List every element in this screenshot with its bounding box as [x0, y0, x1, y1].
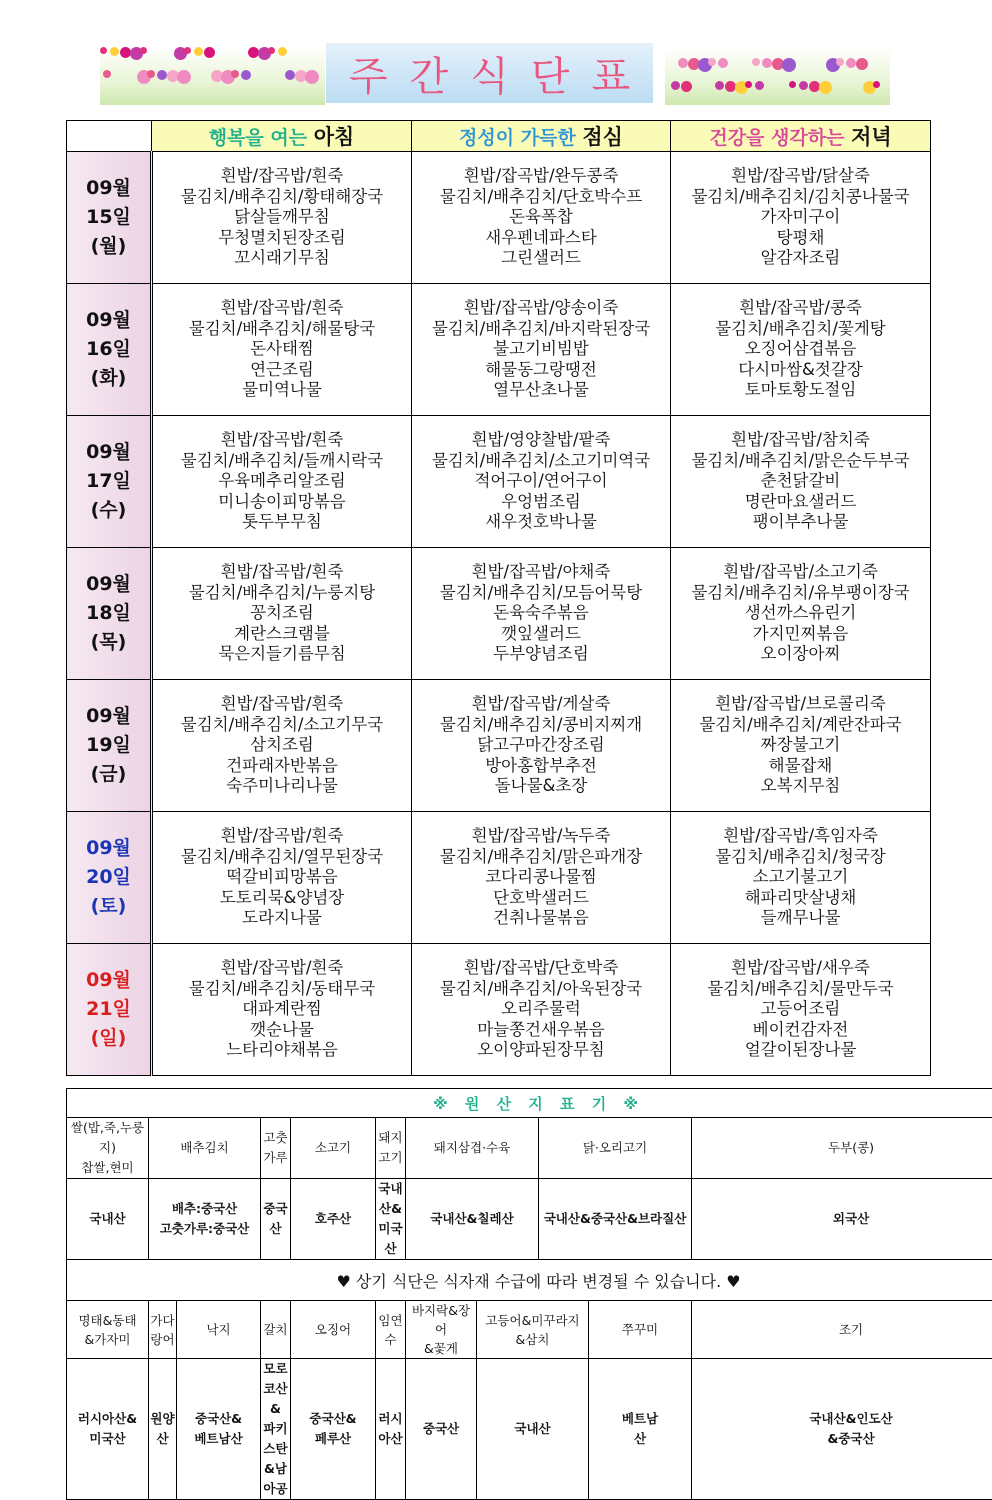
notice-text: ♥ 상기 식단은 식자재 수급에 따라 변경될 수 있습니다. ♥ [67, 1260, 992, 1301]
menu-item: 흰밥/잡곡밥/양송이죽 [412, 298, 670, 319]
menu-item: 물김치/배추김치/소고기무국 [153, 715, 411, 736]
date-cell [67, 152, 152, 284]
date-dow: (수) [67, 496, 150, 525]
breakfast-cell [152, 548, 412, 680]
origin-value-cell: 국내산&칠레산 [406, 1179, 539, 1260]
menu-item: 가자미구이 [671, 207, 930, 228]
breakfast-cell [152, 416, 412, 548]
flower-icon [268, 47, 275, 54]
date-dow: (화) [67, 364, 150, 393]
menu-item: 해물잡채 [671, 756, 930, 777]
menu-item: 계란스크램블 [153, 624, 411, 645]
flower-icon [782, 58, 796, 72]
header-corner [67, 121, 152, 152]
menu-item: 흰밥/잡곡밥/흰죽 [153, 694, 411, 715]
flower-icon [762, 58, 772, 68]
menu-item: 삼치조림 [153, 735, 411, 756]
dinner-cell [671, 812, 931, 944]
flower-icon [194, 47, 203, 56]
dinner-cell [671, 152, 931, 284]
origin-header-cell: 쭈꾸미 [589, 1301, 692, 1359]
date-day: 15일 [67, 203, 150, 232]
menu-item: 도토리묵&양념장 [153, 888, 411, 909]
flower-icon [177, 70, 191, 84]
dinner-cell [671, 680, 931, 812]
menu-day-row [67, 944, 931, 1076]
menu-item: 흰밥/잡곡밥/브로콜리죽 [671, 694, 930, 715]
origin-header-cell: 두부(콩) [692, 1118, 992, 1179]
origin-header-cell: 고등어&미꾸라지 &삼치 [477, 1301, 589, 1359]
menu-item: 오징어삼겹볶음 [671, 339, 930, 360]
menu-item: 흰밥/잡곡밥/흰죽 [153, 826, 411, 847]
menu-item: 짜장불고기 [671, 735, 930, 756]
date-dow: (금) [67, 760, 150, 789]
menu-item: 흰밥/잡곡밥/흰죽 [153, 430, 411, 451]
origin-value-row-2 [67, 1359, 992, 1500]
origin-value-cell: 러시아산& 미국산 [67, 1359, 149, 1500]
header-dinner-highlight: 저녁 [851, 125, 892, 149]
menu-header-row [67, 121, 931, 152]
header-breakfast [152, 121, 412, 152]
menu-item: 오리주물럭 [412, 999, 670, 1020]
date-dow: (일) [67, 1024, 150, 1053]
menu-item: 물김치/배추김치/유부팽이장국 [671, 583, 930, 604]
menu-item: 물김치/배추김치/동태무국 [153, 979, 411, 1000]
origin-value-cell: 모로코산& 파키스탄&남아공 [261, 1359, 291, 1500]
menu-item: 두부양념조림 [412, 644, 670, 665]
lunch-cell [412, 284, 671, 416]
menu-item: 꼬시래기무침 [153, 248, 411, 269]
menu-item: 톳두부무침 [153, 512, 411, 533]
menu-item: 물김치/배추김치/누룽지탕 [153, 583, 411, 604]
menu-item: 적어구이/연어구이 [412, 471, 670, 492]
breakfast-cell [152, 944, 412, 1076]
menu-day-row [67, 284, 931, 416]
date-month: 09월 [67, 834, 150, 863]
date-month: 09월 [67, 438, 150, 467]
date-cell [67, 284, 152, 416]
menu-item: 흰밥/잡곡밥/새우죽 [671, 958, 930, 979]
menu-item: 우엉범조림 [412, 492, 670, 513]
origin-value-cell: 국내산&인도산 &중국산 [692, 1359, 992, 1500]
date-month: 09월 [67, 570, 150, 599]
flower-decoration-right [665, 47, 890, 105]
menu-item: 흰밥/잡곡밥/야채죽 [412, 562, 670, 583]
menu-item: 돈사태찜 [153, 339, 411, 360]
flower-icon [204, 47, 215, 58]
menu-item: 물김치/배추김치/단호박수프 [412, 187, 670, 208]
flower-icon [231, 70, 239, 78]
menu-item: 해물동그랑땡전 [412, 360, 670, 381]
menu-item: 꽁치조림 [153, 603, 411, 624]
date-month: 09월 [67, 966, 150, 995]
menu-item: 물김치/배추김치/꽃게탕 [671, 319, 930, 340]
menu-item: 춘천닭갈비 [671, 471, 930, 492]
date-cell [67, 944, 152, 1076]
menu-item: 깻잎샐러드 [412, 624, 670, 645]
origin-header-cell: 임연수 [376, 1301, 406, 1359]
date-day: 18일 [67, 599, 150, 628]
date-cell [67, 680, 152, 812]
menu-item: 건파래자반볶음 [153, 756, 411, 777]
origin-title: ※ 원 산 지 표 기 ※ [67, 1089, 992, 1118]
flower-icon [836, 58, 844, 66]
date-month: 09월 [67, 702, 150, 731]
date-day: 20일 [67, 863, 150, 892]
origin-value-cell: 국내산&중국산&브라질산 [539, 1179, 692, 1260]
flower-icon [819, 81, 832, 94]
menu-item: 묵은지들기름무침 [153, 644, 411, 665]
menu-item: 흰밥/잡곡밥/녹두죽 [412, 826, 670, 847]
menu-body [67, 152, 931, 1076]
date-dow: (토) [67, 892, 150, 921]
menu-item: 흰밥/잡곡밥/참치죽 [671, 430, 930, 451]
menu-item: 흰밥/잡곡밥/흰죽 [153, 166, 411, 187]
menu-item: 물김치/배추김치/맑은순두부국 [671, 451, 930, 472]
origin-value-cell: 중국산 [406, 1359, 477, 1500]
flower-icon [278, 47, 287, 56]
header-breakfast-highlight: 아침 [314, 125, 355, 149]
flower-icon [718, 58, 728, 68]
lunch-cell [412, 416, 671, 548]
menu-item: 새우젓호박나물 [412, 512, 670, 533]
header-lunch-highlight: 점심 [582, 125, 623, 149]
origin-header-cell: 오징어 [291, 1301, 376, 1359]
origin-value-cell: 배추:중국산 고춧가루:중국산 [149, 1179, 261, 1260]
menu-item: 물김치/배추김치/열무된장국 [153, 847, 411, 868]
menu-item: 새우펜네파스타 [412, 228, 670, 249]
date-cell [67, 548, 152, 680]
menu-item: 닭살들깨무침 [153, 207, 411, 228]
origin-header-cell: 돼지삼겹·수육 [406, 1118, 539, 1179]
origin-value-cell: 외국산 [692, 1179, 992, 1260]
dinner-cell [671, 548, 931, 680]
lunch-cell [412, 548, 671, 680]
origin-value-cell: 베트남 산 [589, 1359, 692, 1500]
flower-icon [755, 81, 764, 90]
origin-header-cell: 배추김치 [149, 1118, 261, 1179]
menu-item: 물김치/배추김치/모듬어묵탕 [412, 583, 670, 604]
origin-header-cell: 소고기 [291, 1118, 376, 1179]
origin-header-cell: 바지락&장어 &꽃게 [406, 1301, 477, 1359]
origin-table [66, 1088, 992, 1500]
date-cell [67, 416, 152, 548]
weekly-menu-table [66, 120, 931, 1076]
origin-header-cell: 갈치 [261, 1301, 291, 1359]
menu-item: 물김치/배추김치/소고기미역국 [412, 451, 670, 472]
origin-header-cell: 쌀(밥,죽,누룽지) 찹쌀,현미 [67, 1118, 149, 1179]
menu-day-row [67, 812, 931, 944]
lunch-cell [412, 812, 671, 944]
flower-icon [103, 70, 111, 78]
flower-icon [873, 81, 880, 88]
flower-icon [715, 81, 724, 90]
menu-item: 탕평채 [671, 228, 930, 249]
menu-item: 토마토황도절임 [671, 380, 930, 401]
menu-day-row [67, 416, 931, 548]
flower-icon [789, 81, 796, 88]
flower-icon [305, 70, 319, 84]
menu-item: 흰밥/잡곡밥/흰죽 [153, 298, 411, 319]
menu-item: 그린샐러드 [412, 248, 670, 269]
origin-value-cell: 중국산& 페루산 [291, 1359, 376, 1500]
menu-item: 고등어조림 [671, 999, 930, 1020]
origin-value-row-1 [67, 1179, 992, 1260]
menu-item: 오이장아찌 [671, 644, 930, 665]
lunch-cell [412, 944, 671, 1076]
flower-decoration-left [100, 47, 325, 105]
menu-item: 대파계란찜 [153, 999, 411, 1020]
title-banner [326, 43, 653, 103]
menu-item: 흰밥/영양찰밥/팥죽 [412, 430, 670, 451]
header-lunch [412, 121, 671, 152]
breakfast-cell [152, 284, 412, 416]
flower-icon [708, 58, 716, 66]
flower-icon [846, 58, 856, 68]
menu-day-row [67, 680, 931, 812]
menu-item: 깻순나물 [153, 1020, 411, 1041]
menu-item: 오복지무침 [671, 776, 930, 797]
origin-value-cell: 중국산& 베트남산 [177, 1359, 261, 1500]
header-dinner [671, 121, 931, 152]
dinner-cell [671, 416, 931, 548]
menu-item: 코다리콩나물찜 [412, 867, 670, 888]
date-month: 09월 [67, 306, 150, 335]
menu-item: 흰밥/잡곡밥/콩죽 [671, 298, 930, 319]
origin-value-cell: 원양 산 [149, 1359, 177, 1500]
flower-icon [140, 47, 147, 54]
menu-item: 다시마쌈&젓갈장 [671, 360, 930, 381]
date-day: 17일 [67, 467, 150, 496]
menu-item: 물김치/배추김치/황태해장국 [153, 187, 411, 208]
date-day: 21일 [67, 995, 150, 1024]
menu-item: 흰밥/잡곡밥/게살죽 [412, 694, 670, 715]
menu-item: 알감자조림 [671, 248, 930, 269]
menu-item: 물김치/배추김치/바지락된장국 [412, 319, 670, 340]
lunch-cell [412, 680, 671, 812]
dinner-cell [671, 284, 931, 416]
menu-item: 소고기불고기 [671, 867, 930, 888]
menu-item: 느타리야채볶음 [153, 1040, 411, 1061]
breakfast-cell [152, 812, 412, 944]
date-month: 09월 [67, 174, 150, 203]
date-dow: (목) [67, 628, 150, 657]
date-day: 19일 [67, 731, 150, 760]
menu-item: 해파리맛살냉채 [671, 888, 930, 909]
flower-icon [110, 47, 119, 56]
flower-icon [745, 81, 752, 88]
lunch-cell [412, 152, 671, 284]
menu-item: 들깨무나물 [671, 908, 930, 929]
menu-item: 마늘쫑건새우볶음 [412, 1020, 670, 1041]
menu-item: 물김치/배추김치/아욱된장국 [412, 979, 670, 1000]
flower-icon [856, 58, 868, 70]
menu-item: 떡갈비피망볶음 [153, 867, 411, 888]
menu-item: 연근조림 [153, 360, 411, 381]
page-title: 주간식단표 [327, 45, 652, 102]
menu-item: 오이양파된장무침 [412, 1040, 670, 1061]
origin-header-cell: 가다 랑어 [149, 1301, 177, 1359]
flower-icon [184, 47, 191, 54]
menu-item: 물김치/배추김치/김치콩나물국 [671, 187, 930, 208]
flower-icon [678, 58, 688, 68]
menu-item: 물김치/배추김치/콩비지찌개 [412, 715, 670, 736]
origin-value-cell: 국내산& 미국산 [376, 1179, 406, 1260]
flower-icon [100, 47, 107, 54]
menu-day-row [67, 152, 931, 284]
menu-item: 흰밥/잡곡밥/흑임자죽 [671, 826, 930, 847]
menu-item: 흰밥/잡곡밥/닭살죽 [671, 166, 930, 187]
flower-icon [157, 70, 167, 80]
origin-header-cell: 고춧가루 [261, 1118, 291, 1179]
menu-item: 숙주미나리나물 [153, 776, 411, 797]
flower-icon [285, 70, 295, 80]
menu-item: 물김치/배추김치/맑은파개장 [412, 847, 670, 868]
origin-header-row-2 [67, 1301, 992, 1359]
menu-item: 생선까스유린기 [671, 603, 930, 624]
dinner-cell [671, 944, 931, 1076]
menu-item: 가지민찌볶음 [671, 624, 930, 645]
menu-item: 얼갈이된장나물 [671, 1040, 930, 1061]
flower-icon [681, 81, 692, 92]
menu-item: 물미역나물 [153, 380, 411, 401]
menu-item: 불고기비빔밥 [412, 339, 670, 360]
flower-icon [241, 70, 251, 80]
breakfast-cell [152, 680, 412, 812]
origin-header-row-1 [67, 1118, 992, 1179]
menu-item: 건취나물볶음 [412, 908, 670, 929]
menu-item: 물김치/배추김치/청국장 [671, 847, 930, 868]
menu-item: 우육메추리알조림 [153, 471, 411, 492]
flower-icon [671, 81, 680, 90]
origin-value-cell: 호주산 [291, 1179, 376, 1260]
menu-item: 방아홍합부추전 [412, 756, 670, 777]
flower-icon [752, 58, 760, 66]
menu-item: 물김치/배추김치/계란잔파국 [671, 715, 930, 736]
menu-item: 명란마요샐러드 [671, 492, 930, 513]
origin-header-cell: 조기 [692, 1301, 992, 1359]
menu-item: 무청멸치된장조림 [153, 228, 411, 249]
header-breakfast-text: 행복을 여는 [209, 127, 314, 149]
origin-value-cell: 국내산 [67, 1179, 149, 1260]
menu-day-row [67, 548, 931, 680]
menu-item: 도라지나물 [153, 908, 411, 929]
date-dow: (월) [67, 232, 150, 261]
menu-item: 돈육숙주볶음 [412, 603, 670, 624]
menu-item: 돌나물&초장 [412, 776, 670, 797]
origin-header-cell: 낙지 [177, 1301, 261, 1359]
menu-item: 미니송이피망볶음 [153, 492, 411, 513]
menu-item: 팽이부추나물 [671, 512, 930, 533]
origin-value-cell: 국내산 [477, 1359, 589, 1500]
date-cell [67, 812, 152, 944]
flower-icon [147, 70, 155, 78]
menu-item: 물김치/배추김치/해물탕국 [153, 319, 411, 340]
breakfast-cell [152, 152, 412, 284]
origin-value-cell: 러시아산 [376, 1359, 406, 1500]
origin-value-cell: 중국산 [261, 1179, 291, 1260]
date-day: 16일 [67, 335, 150, 364]
header-lunch-text: 정성이 가득한 [459, 127, 582, 149]
menu-item: 단호박샐러드 [412, 888, 670, 909]
header-dinner-text: 건강을 생각하는 [709, 127, 851, 149]
menu-item: 물김치/배추김치/물만두국 [671, 979, 930, 1000]
origin-header-cell: 닭·오리고기 [539, 1118, 692, 1179]
menu-item: 흰밥/잡곡밥/단호박죽 [412, 958, 670, 979]
menu-item: 닭고구마간장조림 [412, 735, 670, 756]
menu-item: 열무산초나물 [412, 380, 670, 401]
menu-item: 베이컨감자전 [671, 1020, 930, 1041]
menu-item: 흰밥/잡곡밥/소고기죽 [671, 562, 930, 583]
flower-icon [799, 81, 808, 90]
menu-item: 흰밥/잡곡밥/흰죽 [153, 562, 411, 583]
menu-item: 흰밥/잡곡밥/완두콩죽 [412, 166, 670, 187]
menu-item: 물김치/배추김치/들깨시락국 [153, 451, 411, 472]
menu-item: 흰밥/잡곡밥/흰죽 [153, 958, 411, 979]
menu-item: 돈육폭찹 [412, 207, 670, 228]
origin-header-cell: 돼지고기 [376, 1118, 406, 1179]
origin-header-cell: 명태&동태 &가자미 [67, 1301, 149, 1359]
